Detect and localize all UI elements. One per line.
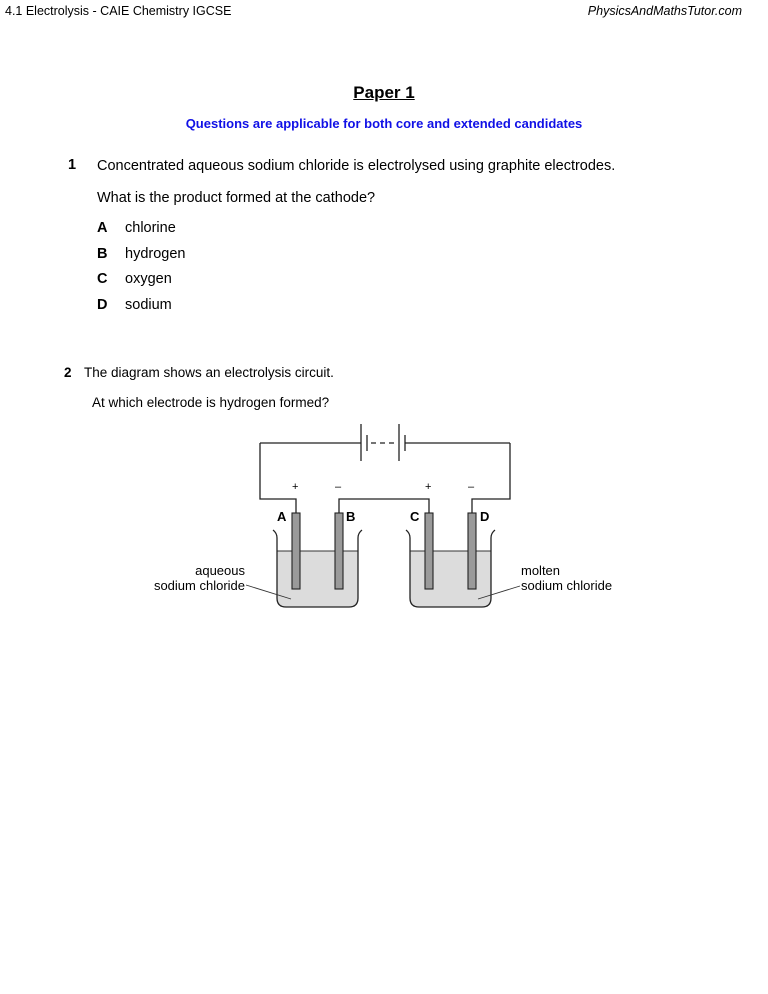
question-stem: Concentrated aqueous sodium chloride is electrolysed using graphite electrodes. (97, 158, 616, 174)
question-number: 1 (68, 157, 77, 173)
electrode-label-a: A (277, 509, 287, 524)
option-letter: D (97, 297, 108, 313)
sign-d: – (468, 481, 475, 493)
right-beaker (406, 530, 495, 607)
electrode-label-b: B (346, 509, 356, 524)
question-stem: The diagram shows an electrolysis circuit. (84, 365, 334, 380)
header-site: PhysicsAndMathsTutor.com (587, 4, 742, 18)
left-beaker-label-line2: sodium chloride (153, 578, 245, 593)
option-text: sodium (125, 297, 172, 313)
sign-c: + (425, 481, 432, 493)
option-text: hydrogen (125, 246, 186, 262)
left-beaker (273, 530, 362, 607)
question-prompt: What is the product formed at the cathode? (97, 190, 376, 206)
electrode-a (292, 513, 300, 589)
left-beaker-label-line1: aqueous (195, 563, 245, 578)
header-topic: 4.1 Electrolysis - CAIE Chemistry IGCSE (5, 4, 232, 18)
battery-icon (260, 424, 510, 461)
option-letter: B (97, 246, 108, 262)
page-subtitle: Questions are applicable for both core and extended candidates (185, 116, 583, 131)
electrode-label-d: D (480, 509, 490, 524)
sign-a: + (292, 481, 299, 493)
electrode-b (335, 513, 343, 589)
electrode-label-c: C (410, 509, 420, 524)
right-beaker-label-line2: sodium chloride (521, 578, 613, 593)
question-number: 2 (64, 365, 72, 380)
option-text: oxygen (125, 271, 172, 287)
sign-b: – (335, 481, 342, 493)
option-letter: A (97, 220, 108, 236)
option-text: chlorine (125, 220, 176, 236)
electrode-c (425, 513, 433, 589)
right-beaker-label-line1: molten (521, 563, 561, 578)
page-title: Paper 1 (353, 83, 415, 102)
question-prompt: At which electrode is hydrogen formed? (92, 395, 330, 410)
option-letter: C (97, 271, 108, 287)
electrode-d (468, 513, 476, 589)
